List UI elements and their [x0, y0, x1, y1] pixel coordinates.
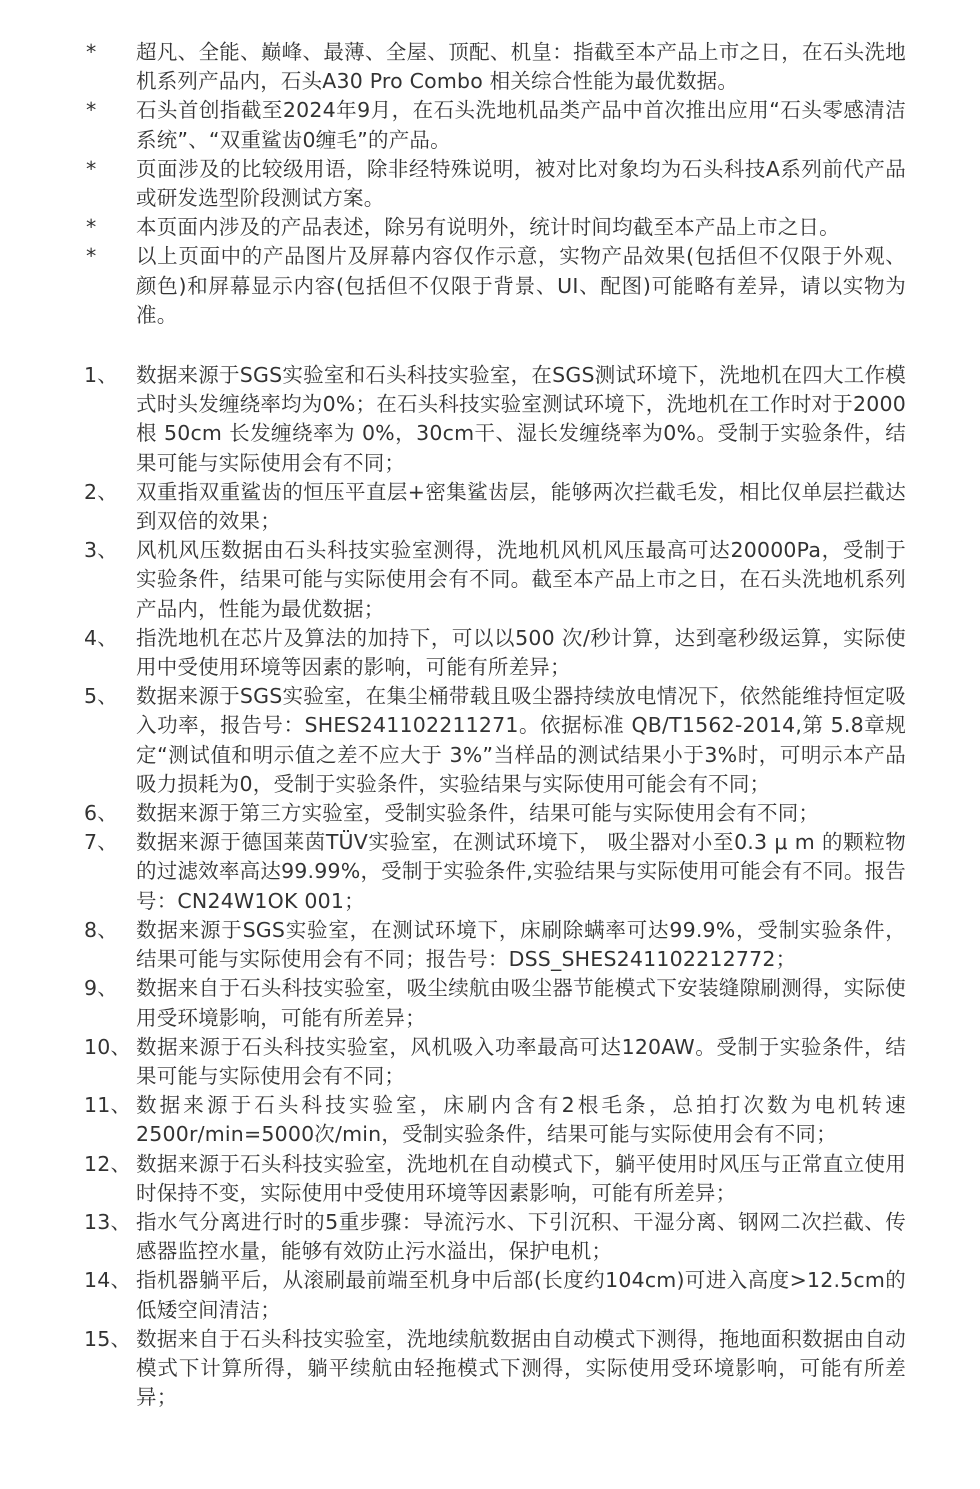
footnote-number: 9、	[84, 976, 118, 1001]
footnotes-section	[84, 361, 906, 1412]
footnote-number: 1、	[84, 363, 118, 388]
footnote-item	[84, 974, 906, 1032]
footnote-item	[84, 536, 906, 624]
footnote-item	[84, 1208, 906, 1266]
footnote-item	[84, 478, 906, 536]
footnote-number: 2、	[84, 479, 118, 504]
footnote-text: 风机风压数据由石头科技实验室测得，洗地机风机风压最高可达20000Pa，受制于实验条件，结果可能与实际使用会有不同。截至本产品上市之日，在石头洗地机系列产品内，性能为最优数据；	[136, 538, 906, 621]
note-text: 本页面内涉及的产品表述，除另有说明外，统计时间均截至本产品上市之日。	[136, 215, 840, 240]
footnote-number: 4、	[84, 625, 118, 650]
footnote-item	[84, 1266, 906, 1324]
footnote-number: 8、	[84, 917, 118, 942]
note-marker: *	[86, 244, 97, 269]
section-divider-space	[84, 330, 906, 361]
footnote-text: 数据来源于石头科技实验室，风机吸入功率最高可达120AW。受制于实验条件，结果可能与实际使用会有不同；	[136, 1034, 906, 1088]
footnote-text: 指水气分离进行时的5重步骤：导流污水、下引沉积、干湿分离、钢网二次拦截、传感器监控水量，能够有效防止污水溢出，保护电机；	[136, 1209, 906, 1264]
note-text: 超凡、全能、巅峰、最薄、全屋、顶配、机皇：指截至本产品上市之日，在石头洗地机系列产品内，石头A30 Pro Combo 相关综合性能为最优数据。	[136, 40, 906, 94]
note-marker: *	[86, 156, 97, 181]
note-item	[84, 38, 906, 96]
footnote-item	[84, 1033, 906, 1091]
note-marker: *	[86, 98, 97, 123]
footnote-text: 数据来源于第三方实验室，受制实验条件，结果可能与实际使用会有不同；	[136, 801, 820, 826]
footnote-item	[84, 916, 906, 974]
footnote-item	[84, 682, 906, 799]
footnote-item	[84, 1091, 906, 1149]
note-text: 页面涉及的比较级用语，除非经特殊说明，被对比对象均为石头科技A系列前代产品或研发选型阶段测试方案。	[136, 156, 906, 211]
footnote-text: 指洗地机在芯片及算法的加持下，可以以500 次/秒计算，达到毫秒级运算，实际使用中受使用环境等因素的影响，可能有所差异；	[136, 625, 906, 680]
footnote-number: 15、	[84, 1326, 132, 1351]
note-marker: *	[86, 215, 97, 240]
footnote-text: 数据来源于石头科技实验室，洗地机在自动模式下，躺平使用时风压与正常直立使用时保持不变，实际使用中受使用环境等因素影响，可能有所差异；	[136, 1151, 906, 1205]
footnote-number: 6、	[84, 801, 118, 826]
footnote-text: 双重指双重鲨齿的恒压平直层+密集鲨齿层，能够两次拦截毛发，相比仅单层拦截达到双倍的效果；	[136, 479, 906, 534]
footnote-number: 14、	[84, 1268, 132, 1293]
note-item	[84, 96, 906, 154]
note-item	[84, 213, 906, 242]
footnote-number: 12、	[84, 1151, 132, 1176]
footnote-text: 数据来源于德国莱茵TÜV实验室，在测试环境下， 吸尘器对小至0.3 μ m 的颗粒物的过滤效率高达99.99%，受制于实验条件,实验结果与实际使用可能会有不同。报告号：CN24W1OK 001；	[136, 830, 906, 913]
footnote-item	[84, 1325, 906, 1413]
footnote-number: 5、	[84, 684, 118, 709]
notes-section	[84, 38, 906, 330]
footnote-text: 数据来源于石头科技实验室，床刷内含有2根毛条，总拍打次数为电机转速2500r/min=5000次/min，受制实验条件，结果可能与实际使用会有不同；	[136, 1093, 906, 1147]
footnote-text: 数据来自于石头科技实验室，吸尘续航由吸尘器节能模式下安装缝隙刷测得，实际使用受环境影响，可能有所差异；	[136, 976, 906, 1030]
footnote-number: 13、	[84, 1209, 132, 1234]
note-text: 石头首创指截至2024年9月，在石头洗地机品类产品中首次推出应用“石头零感清洁系统”、“双重鲨齿0缠毛”的产品。	[136, 98, 906, 152]
footnote-number: 11、	[84, 1093, 132, 1118]
footnote-text: 数据来源于SGS实验室，在测试环境下，床刷除螨率可达99.9%，受制实验条件，结果可能与实际使用会有不同；报告号：DSS_SHES241102212772；	[136, 917, 906, 972]
footnote-number: 10、	[84, 1034, 132, 1059]
footnote-text: 数据来自于石头科技实验室，洗地续航数据由自动模式下测得，拖地面积数据由自动模式下计算所得，躺平续航由轻拖模式下测得，实际使用受环境影响，可能有所差异；	[136, 1326, 906, 1410]
footnote-text: 指机器躺平后，从滚刷最前端至机身中后部(长度约104cm)可进入高度>12.5cm的低矮空间清洁；	[136, 1268, 906, 1322]
note-text: 以上页面中的产品图片及屏幕内容仅作示意，实物产品效果(包括但不仅限于外观、颜色)和屏幕显示内容(包括但不仅限于背景、UI、配图)可能略有差异，请以实物为准。	[136, 244, 906, 327]
note-item	[84, 242, 906, 330]
footnote-item	[84, 624, 906, 682]
footnote-item	[84, 828, 906, 916]
footnote-number: 3、	[84, 538, 118, 563]
footnote-item	[84, 1150, 906, 1208]
footnote-text: 数据来源于SGS实验室，在集尘桶带载且吸尘器持续放电情况下，依然能维持恒定吸入功率，报告号：SHES241102211271。依据标准 QB/T1562-2014,第 5.8章规定“测试值和明示值之差不应大于 3%”当样品的测试结果小于3%时，可明示本产品吸力损耗为0，受制于实验条件，实验结果与实际使用可能会有不同；	[136, 684, 906, 796]
note-marker: *	[86, 40, 97, 64]
footnote-text: 数据来源于SGS实验室和石头科技实验室，在SGS测试环境下，洗地机在四大工作模式时头发缠绕率均为0%；在石头科技实验室测试环境下，洗地机在工作时对于2000 根 50cm 长发缠绕率为 0%，30cm干、湿长发缠绕率为0%。受制于实验条件，结果可能与实际使用会有不同；	[136, 363, 906, 475]
footnote-item	[84, 361, 906, 478]
note-item	[84, 155, 906, 213]
footnote-item	[84, 799, 906, 828]
footnote-number: 7、	[84, 830, 118, 855]
